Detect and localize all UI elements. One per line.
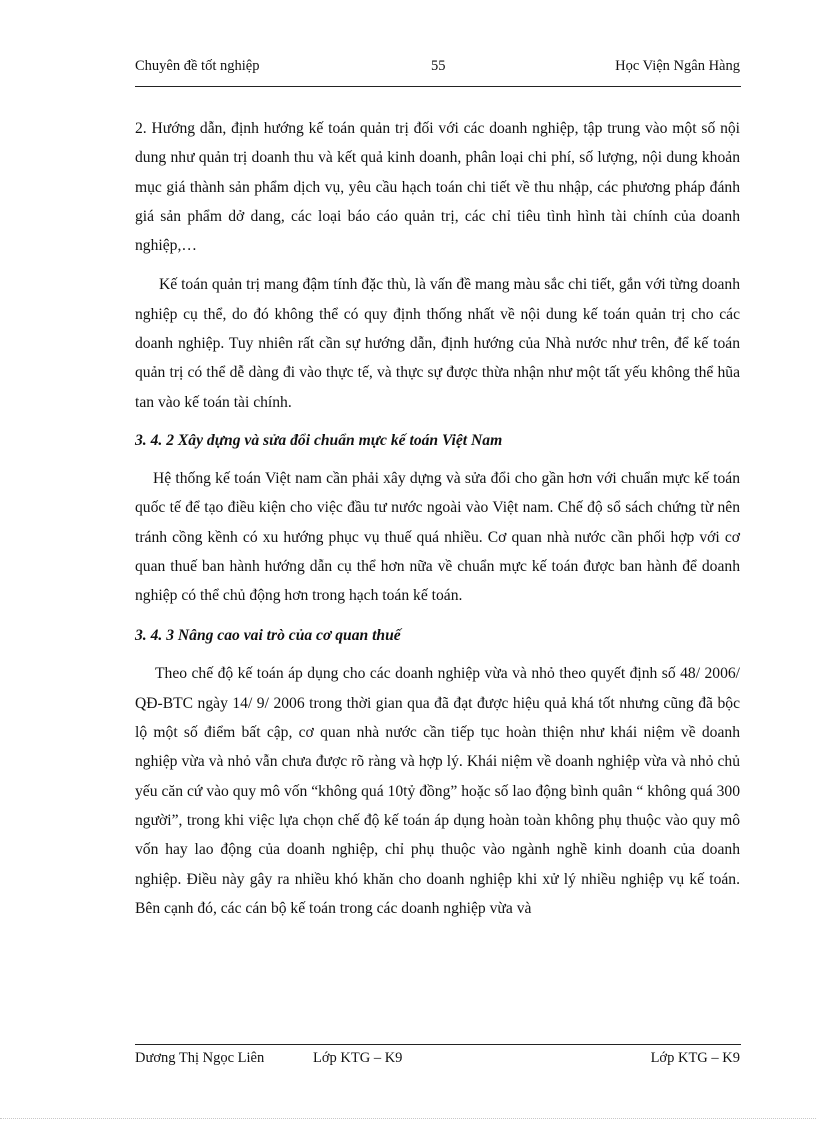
page-footer (135, 1050, 740, 1072)
paragraph-3: Hệ thống kế toán Việt nam cần phải xây dựng và sửa đổi cho gần hơn với chuẩn mực kế toán quốc tế để tạo điều kiện cho việc đầu tư nước ngoài vào Việt nam. Chế độ sổ sách chứng từ nên tránh cồng kềnh có xu hướng phục vụ thuế quá nhiều. Cơ quan nhà nước cần phối hợp với cơ quan thuế ban hành hướng dẫn cụ thể hơn nữa về chuẩn mực kế toán được ban hành để doanh nghiệp có thể chủ động hơn trong hạch toán kế toán. (135, 469, 740, 605)
header-institution: Học Viện Ngân Hàng (615, 58, 740, 74)
paragraph-1: 2. Hướng dẫn, định hướng kế toán quản trị đối với các doanh nghiệp, tập trung vào một số nội dung như quản trị doanh thu và kết quả kinh doanh, phân loại chi phí, số lượng, nội dung khoản mục giá thành sản phẩm dịch vụ, yêu cầu hạch toán chi tiết về thu nhập, các phương pháp đánh giá sản phẩm dở dang, các loại báo cáo quản trị, các chỉ tiêu tình hình tài chính của doanh nghiệp,… (135, 120, 740, 255)
paragraph-2: Kế toán quản trị mang đậm tính đặc thù, là vấn đề mang màu sắc chi tiết, gắn với từng doanh nghiệp cụ thể, do đó không thể có quy định thống nhất về nội dung kế toán quản trị cho các doanh nghiệp. Tuy nhiên rất cần sự hướng dẫn, định hướng của Nhà nước như trên, để kế toán quản trị có thể dễ dàng đi vào thực tế, và thực sự được thừa nhận như một tất yếu không thể hũa tan vào kế toán tài chính. (135, 276, 740, 411)
page-body (135, 114, 740, 923)
section-heading-3-4-3: 3. 4. 3 Nâng cao vai trò của cơ quan thuế (135, 627, 401, 645)
footer-rule (135, 1044, 741, 1045)
section-heading-3-4-2: 3. 4. 2 Xây dựng và sửa đổi chuẩn mực kế toán Việt Nam (135, 431, 503, 449)
footer-author: Dương Thị Ngọc Liên (135, 1050, 265, 1066)
footer-class: Lớp KTG – K9 (313, 1050, 403, 1066)
page-edge-dotted-line (0, 1118, 816, 1119)
header-rule (135, 86, 741, 87)
paragraph-4: Theo chế độ kế toán áp dụng cho các doanh nghiệp vừa và nhỏ theo quyết định số 48/ 2006/ QĐ-BTC ngày 14/ 9/ 2006 trong thời gian qua đã đạt được hiệu quả khá tốt nhưng cũng đã bộc lộ một số điểm bất cập, cơ quan nhà nước cần tiếp tục hoàn thiện như khái niệm về doanh nghiệp vừa và nhỏ vẫn chưa được rõ ràng và hợp lý. Khái niệm về doanh nghiệp vừa và nhỏ chủ yếu căn cứ vào quy mô vốn “không quá 10tỷ đồng” hoặc số lao động bình quân “ không quá 300 người”, trong khi việc lựa chọn chế độ kế toán áp dụng hoàn toàn không phụ thuộc vào quy mô vốn hay lao động của doanh nghiệp, chỉ phụ thuộc vào ngành nghề kinh doanh của doanh nghiệp. Điều này gây ra nhiều khó khăn cho doanh nghiệp khi xử lý nhiều nghiệp vụ kế toán. Bên cạnh đó, các cán bộ kế toán trong các doanh nghiệp vừa và (135, 665, 740, 917)
page-number: 55 (431, 58, 446, 74)
footer-class-right: Lớp KTG – K9 (650, 1050, 740, 1066)
page-header (135, 58, 740, 80)
header-title: Chuyên đề tốt nghiệp (135, 58, 260, 74)
